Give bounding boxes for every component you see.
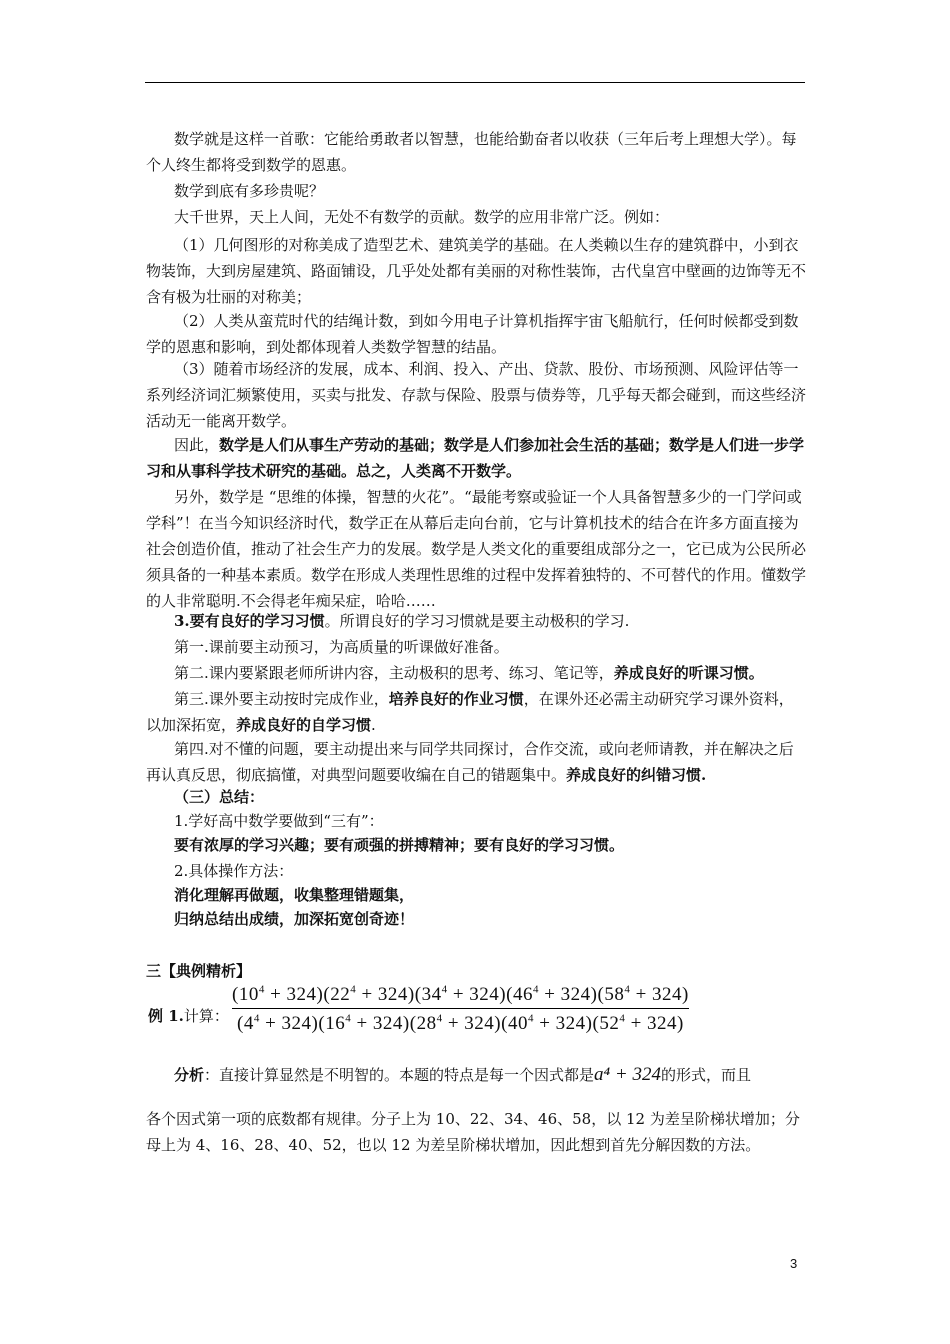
summary-item-1: 1.学好高中数学要做到“三有”：: [174, 812, 384, 830]
numerator-factor-4: $(46^4 + 324)$: [506, 984, 598, 1006]
fraction-denominator: [232, 1012, 689, 1034]
analysis-b: 的形式，而且: [660, 1066, 751, 1084]
fraction-numerator: [232, 984, 689, 1006]
analysis-math: a⁴ + 324: [594, 1064, 661, 1085]
paragraph-contribution: 大千世界，天上人间，无处不有数学的贡献。数学的应用非常广泛。例如：: [174, 208, 670, 226]
section-title: 三【典例精析】: [146, 962, 252, 980]
summary-item-2: 2.具体操作方法：: [174, 862, 294, 880]
conclusion-lead: 因此，: [174, 436, 220, 454]
fourth-bold: 养成良好的纠错习惯.: [566, 766, 707, 784]
numerator-factor-5: $(58^4 + 324)$: [597, 984, 689, 1006]
analysis-label: 分析: [174, 1066, 205, 1084]
fourth-lead: 第四.对不懂的问题，要主动提出来与同学共同探讨，合作交流，或向老师请教，并在解决之后再认真反思，彻底搞懂，对典型问题要收编在自己的错题集中。: [146, 740, 794, 784]
summary-item-1-bold: 要有浓厚的学习兴趣；要有顽强的拼搏精神；要有良好的学习习惯。: [174, 836, 625, 854]
paragraph-thinking: 另外，数学是 “思维的体操，智慧的火花”。“最能考察或验证一个人具备智慧多少的一门学问或学科”！在当今知识经济时代，数学正在从幕后走向台前，它与计算机技术的结合在许多方面直接为社会创造价值，推动了社会生产力的发展。数学是人类文化的重要组成部分之一，它已成为公民所必须具备的一种基本素质。数学在形成人类理性思维的过程中发挥着独特的、不可替代的作用。懂数学的人非常聪明.不会得老年痴呆症，哈哈……: [146, 488, 807, 610]
paragraph-item-1: （1）几何图形的对称美成了造型艺术、建筑美学的基础。在人类赖以生存的建筑群中，小到衣物装饰，大到房屋建筑、路面铺设，几乎处处都有美丽的对称性装饰，古代皇宫中壁画的边饰等无不含有极为壮丽的对称美；: [146, 236, 807, 306]
denominator-factor-2: $(16^4 + 324)$: [318, 1012, 410, 1034]
paragraph-song: 数学就是这样一首歌：它能给勇敢者以智慧，也能给勤奋者以收获（三年后考上理想大学）。每个人终生都将受到数学的恩惠。: [146, 130, 797, 174]
paragraph-habit-heading: [146, 608, 808, 634]
numerator-factor-1: $(10^4 + 324)$: [232, 984, 324, 1006]
habit-heading-bold: 3.要有良好的学习习惯: [174, 612, 325, 630]
header-rule: [145, 82, 805, 83]
summary-title: （三）总结：: [174, 788, 265, 806]
paragraph-fourth: [146, 736, 808, 788]
conclusion-bold: 数学是人们从事生产劳动的基础；数学是人们参加社会生活的基础；数学是人们进一步学习和从事科学技术研究的基础。总之，人类离不开数学。: [146, 436, 805, 480]
third-a: 第三.课外要主动按时完成作业，: [174, 690, 389, 708]
denominator-factor-4: $(40^4 + 324)$: [501, 1012, 593, 1034]
denominator-factor-3: $(28^4 + 324)$: [409, 1012, 502, 1034]
paragraph-question: 数学到底有多珍贵呢？: [174, 182, 325, 200]
third-e: .: [371, 716, 376, 734]
numerator-factor-3: $(34^4 + 324)$: [414, 984, 507, 1006]
fraction-bar: [232, 1008, 689, 1009]
habit-heading-rest: 。所谓良好的学习习惯就是要主动极积的学习.: [324, 612, 630, 630]
paragraph-analysis-continued: 各个因式第一项的底数都有规律。分子上为 10、22、34、46、58，以 12 为差呈阶梯状增加；分母上为 4、16、28、40、52，也以 12 为差呈阶梯状增加，因此想到首先分解因数的方法。: [146, 1110, 800, 1154]
summary-method-line-1: 消化理解再做题，收集整理错题集，: [174, 886, 415, 904]
paragraph-item-2: （2）人类从蛮荒时代的结绳计数，到如今用电子计算机指挥宇宙飞船航行，任何时候都受到数学的恩惠和影响，到处都体现着人类数学智慧的结晶。: [146, 312, 799, 356]
example-fraction: [232, 984, 689, 1035]
paragraph-second: [146, 660, 808, 686]
paragraph-analysis: [146, 1062, 808, 1088]
third-b: 培养良好的作业习惯: [388, 690, 524, 708]
summary-method-line-2: 归纳总结出成绩，加深拓宽创奇迹！: [174, 910, 415, 928]
paragraph-first: 第一.课前要主动预习，为高质量的听课做好准备。: [174, 638, 509, 656]
analysis-a: ：直接计算显然是不明智的。本题的特点是每一个因式都是: [204, 1066, 595, 1084]
page-number: 3: [790, 1256, 798, 1271]
paragraph-item-3: （3）随着市场经济的发展，成本、利润、投入、产出、贷款、股份、市场预测、风险评估等一系列经济词汇频繁使用，买卖与批发、存款与保险、股票与债券等，几乎每天都会碰到，而这些经济活动无一能离开数学。: [146, 360, 807, 430]
paragraph-third: [146, 686, 808, 738]
third-d: 养成良好的自学习惯: [236, 716, 372, 734]
denominator-factor-1: $(4^4 + 324)$: [237, 1012, 319, 1034]
example-label-bold: 例 1.: [148, 1007, 184, 1025]
example-label-rest: 计算：: [183, 1007, 229, 1025]
third-c: ，在课外还必需主动研究学习课外资料，以加深拓宽，: [146, 690, 794, 734]
second-bold: 养成良好的听课习惯。: [613, 664, 764, 682]
paragraph-conclusion: [146, 432, 808, 484]
denominator-factor-5: $(52^4 + 324)$: [592, 1012, 684, 1034]
numerator-factor-2: $(22^4 + 324)$: [323, 984, 415, 1006]
second-lead: 第二.课内要紧跟老师所讲内容，主动极积的思考、练习、笔记等，: [174, 664, 614, 682]
